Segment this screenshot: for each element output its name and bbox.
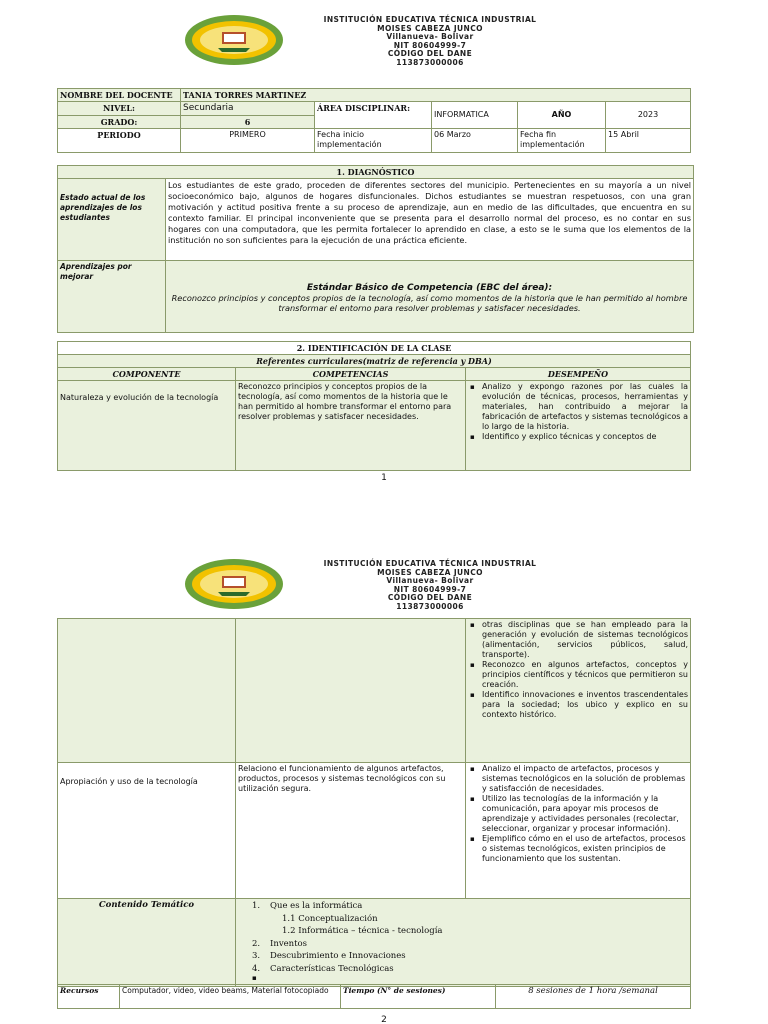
desempeno-item: ▪ Utilizo las tecnologías de la información y la comunicación, para apoyar mis procesos de aprendizaje y actividades personales (recolectar, seleccionar, organizar y procesar información). — [468, 794, 688, 834]
competencia-naturaleza: Reconozco principios y conceptos propios de la tecnología, así como momentos de la historia que le han permitido al hombre transformar el entorno para resolver problemas y satisfacer necesidades. — [236, 381, 466, 471]
desempeno-item-cont: ▪ otras disciplinas que se han empleado para la generación y evolución de sistemas tecnológicos (alimentación, servicios públicos, salud, transporte). — [468, 620, 688, 660]
grado-value: 6 — [181, 116, 315, 129]
desempeno-item: ▪ Analizo el impacto de artefactos, procesos y sistemas tecnológicos en la solución de problemas y satisfacción de necesidades. — [468, 764, 688, 794]
contenido-item-number: 4. — [252, 963, 261, 974]
institution-name: INSTITUCIÓN EDUCATIVA TÉCNICA INDUSTRIAL — [323, 559, 537, 568]
desempeno-item: ▪ Identifico y explico técnicas y conceptos de — [468, 432, 688, 442]
periodo-label: PERIODO — [58, 129, 181, 153]
area-label: ÁREA DISCIPLINAR: — [315, 102, 432, 129]
identificacion-table-continued — [57, 618, 691, 987]
contenido-item-number: 1. — [252, 901, 261, 911]
document-page-2 — [0, 548, 768, 1024]
area-value: INFORMATICA — [432, 102, 518, 129]
fecha-inicio-value: 06 Marzo — [432, 129, 518, 153]
desempeno-item: ▪ Ejemplifico cómo en el uso de artefactos, procesos o sistemas tecnológicos, existen principios de funcionamiento que los sustentan. — [468, 834, 688, 864]
institution-subname: MOISES CABEZA JUNCO — [377, 567, 483, 577]
teacher-info-table — [57, 88, 691, 153]
page-number-1: 1 — [381, 473, 387, 483]
estado-text: Los estudiantes de este grado, proceden de diferentes sectores del municipio. Pertenecientes en su mayoría a un nivel socioeconómico bajo, algunos de hogares disfuncionales. Dichos estudiantes se muestran respetuosos, con una gran motivación y actitud positiva frente a su proceso de aprendizaje, aun en medio de las dificultades, que encuentra en su contexto familiar. El principal inconveniente que se presenta para el desarrollo normal del proceso, es no contar en sus hogares con una computadora, que les permita fortalecer lo aprendido en clase, a esto se le suma que los elementos de la institución no son suficientes para la ejecución de una práctica eficiente. — [166, 179, 694, 261]
col-desempeno: DESEMPEÑO — [466, 368, 691, 381]
desempeno-item: ▪ Reconozco en algunos artefactos, conceptos y principios científicos y técnicos que permitieron su creación. — [468, 660, 688, 690]
ebc-text: Reconozco principios y conceptos propios de la tecnología, así como momentos de la historia que le han permitido al hombre transformar el entorno para resolver problemas y satisfacer necesidades. — [171, 293, 688, 313]
anio-label: AÑO — [518, 102, 606, 129]
contenido-item — [252, 950, 688, 963]
institution-nit: NIT 80604999-7 — [393, 40, 467, 50]
desempeno-naturaleza-part1 — [466, 381, 691, 471]
school-logo-icon — [184, 558, 284, 610]
anio-value: 2023 — [606, 102, 691, 129]
recursos-table — [57, 984, 691, 1009]
ebc-title: Estándar Básico de Competencia (EBC del área): — [306, 283, 553, 293]
desempeno-apropiacion — [466, 763, 691, 899]
componente-naturaleza-cont — [58, 619, 236, 763]
dane-label: CÓDIGO DEL DANE — [387, 49, 473, 58]
contenido-item — [252, 938, 688, 951]
institution-text — [300, 16, 560, 67]
competencia-apropiacion: Relaciono el funcionamiento de algunos artefactos, productos, procesos y sistemas tecnológicos con su utilización segura. — [236, 763, 466, 899]
contenido-item — [252, 963, 688, 976]
periodo-value: PRIMERO — [181, 129, 315, 153]
institution-text — [300, 560, 560, 611]
dane-label: CÓDIGO DEL DANE — [387, 593, 473, 602]
contenido-item-text: Descubrimiento e Innovaciones — [270, 951, 406, 961]
recursos-label: Recursos — [58, 985, 120, 1009]
tiempo-value: 8 sesiones de 1 hora /semanal — [496, 985, 691, 1009]
nivel-value: Secundaria — [181, 102, 315, 116]
institution-nit: NIT 80604999-7 — [393, 584, 467, 594]
bullet-mark: ▪ — [252, 974, 257, 982]
fecha-fin-label: Fecha fin implementación — [518, 129, 606, 153]
institution-subname: MOISES CABEZA JUNCO — [377, 23, 483, 33]
school-logo-icon — [184, 14, 284, 66]
identificacion-table — [57, 341, 691, 471]
estado-label: Estado actual de los aprendizajes de los estudiantes — [58, 179, 166, 261]
componente-apropiacion: Apropiación y uso de la tecnología — [58, 763, 236, 899]
page-number-2: 2 — [381, 1015, 387, 1024]
identificacion-title: 2. IDENTIFICACIÓN DE LA CLASE — [58, 342, 691, 355]
diagnostico-title: 1. DIAGNÓSTICO — [58, 166, 694, 179]
contenido-item-text: Inventos — [270, 938, 308, 949]
fecha-fin-value: 15 Abril — [606, 129, 691, 153]
fecha-inicio-label: Fecha inicio implementación — [315, 129, 432, 153]
document-page-1 — [0, 0, 768, 500]
docente-label: NOMBRE DEL DOCENTE — [58, 89, 181, 102]
contenido-item-text: Características Tecnológicas — [270, 963, 394, 974]
grado-label: GRADO: — [58, 116, 181, 129]
contenido-item — [252, 913, 688, 926]
institution-city: Villanueva- Bolivar — [386, 32, 474, 41]
nivel-label: NIVEL: — [58, 102, 181, 116]
dane-code: 113873000006 — [396, 57, 464, 67]
contenido-list — [252, 900, 688, 975]
institution-city: Villanueva- Bolivar — [386, 576, 474, 585]
col-componente: COMPONENTE — [58, 368, 236, 381]
diagnostico-table — [57, 165, 694, 333]
mejorar-label: Aprendizajes por mejorar — [58, 261, 166, 333]
contenido-item-number: 2. — [252, 938, 261, 949]
institution-name: INSTITUCIÓN EDUCATIVA TÉCNICA INDUSTRIAL — [323, 15, 537, 24]
contenido-item-text: 1.1 Conceptualización — [282, 913, 378, 924]
institution-header — [180, 12, 700, 82]
contenido-label: Contenido Temático — [58, 899, 236, 987]
desempeno-item: ▪ Analizo y expongo razones por las cuales la evolución de técnicas, procesos, herramientas y materiales, han contribuido a mejorar la fabricación de artefactos y sistemas tecnológicos a lo largo de la historia. — [468, 382, 688, 432]
institution-header — [180, 556, 700, 626]
contenido-item-text: 1.2 Informática – técnica - tecnología — [282, 926, 443, 936]
docente-value: TANIA TORRES MARTINEZ — [181, 89, 691, 102]
tiempo-label: Tiempo (N° de sesiones) — [341, 985, 496, 1009]
competencia-naturaleza-cont — [236, 619, 466, 763]
contenido-item-number: 3. — [252, 951, 261, 961]
contenido-item-text: Que es la informática — [270, 901, 363, 911]
contenido-item — [252, 925, 688, 938]
col-competencias: COMPETENCIAS — [236, 368, 466, 381]
contenido-item — [252, 900, 688, 913]
componente-naturaleza: Naturaleza y evolución de la tecnología — [58, 381, 236, 471]
contenido-list-cell — [236, 899, 691, 987]
referentes-header: Referentes curriculares(matriz de referencia y DBA) — [58, 355, 691, 368]
ebc-cell — [166, 261, 694, 333]
recursos-value: Computador, video, video beams, Material fotocopiado — [120, 985, 341, 1009]
desempeno-item: ▪ Identifico innovaciones e inventos trascendentales para la sociedad; los ubico y explico en su contexto histórico. — [468, 690, 688, 720]
dane-code: 113873000006 — [396, 601, 464, 611]
desempeno-naturaleza-part2 — [466, 619, 691, 763]
